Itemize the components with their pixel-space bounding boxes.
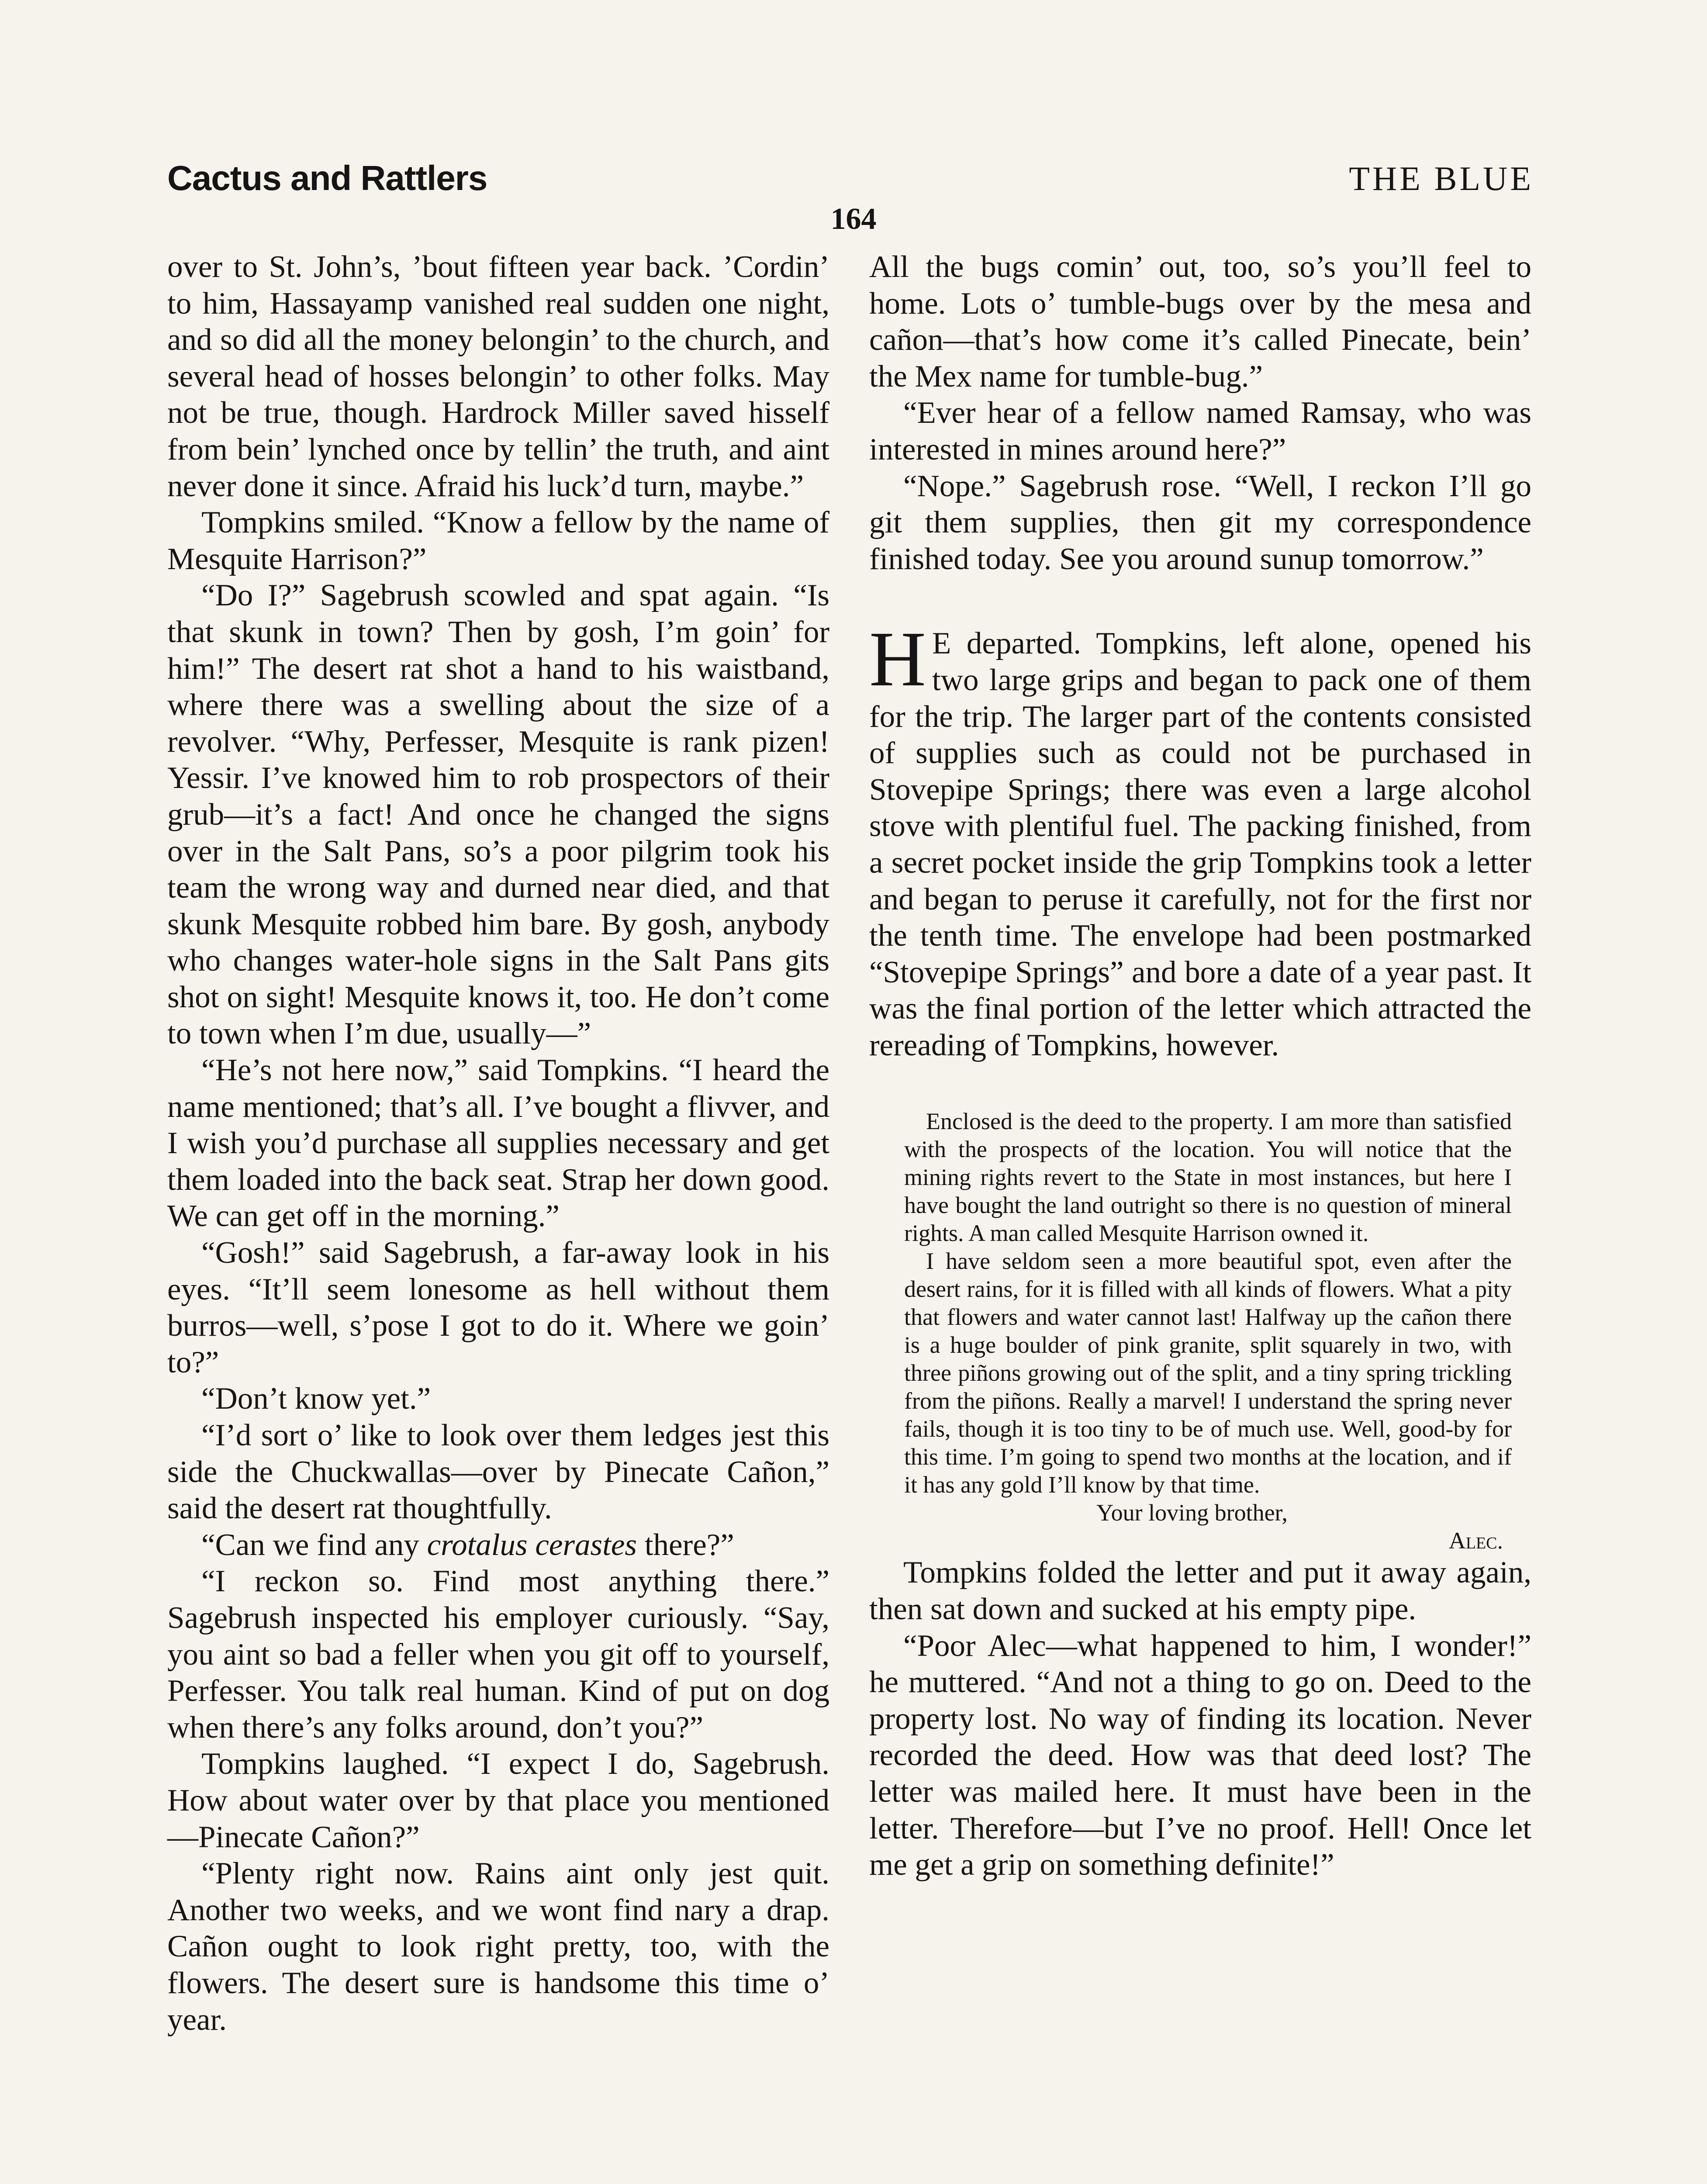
paragraph: “Nope.” Sagebrush rose. “Well, I reckon I’ll go git them supplies, then git my correspondence finished today. See you around sunup tomorrow.”: [869, 469, 1531, 576]
text-run: E departed. Tompkins, left alone, opened his two large grips and began to pack one of them for the trip. The larger part of the contents consisted of supplies such as could not be purchased in Stovepipe Springs; there was even a large alcohol stove with plentiful fuel. The packing finished, from a secret pocket inside the grip Tompkins took a letter and began to peruse it carefully, not for the first nor the tenth time. The envelope had been postmarked “Stovepipe Springs” and bore a date of a year past. It was the final portion of the letter which attracted the rereading of Tompkins, however.: [869, 626, 1531, 1062]
letter-closing: Your loving brother,: [1096, 1500, 1288, 1526]
paragraph: Tompkins laughed. “I expect I do, Sagebrush. How about water over by that place you mentioned—Pinecate Cañon?”: [167, 1747, 829, 1854]
paragraph: “I’d sort o’ like to look over them ledges jest this side the Chuckwallas—over by Pinecate Cañon,” said the desert rat thoughtfully.: [167, 1418, 829, 1526]
italic-text: crotalus cerastes: [427, 1527, 637, 1562]
paragraph: [167, 1527, 829, 1564]
letter-paragraph: I have seldom seen a more beautiful spot, even after the desert rains, for it is filled with all kinds of flowers. What a pity that flowers and water cannot last! Halfway up the cañon there is a huge boulder of pink granite, split squarely in two, with three piñons growing out of the split, and a tiny spring trickling from the piñons. Really a marvel! I understand the spring never fails, though it is too tiny to be of much use. Well, good-by for this time. I’m going to spend two months at the location, and if it has any gold I’ll know by that time.: [904, 1248, 1512, 1498]
text-run: “Can we find any: [201, 1527, 427, 1562]
letter-signature: Alec.: [1448, 1527, 1503, 1554]
paragraph: “Don’t know yet.”: [201, 1382, 431, 1416]
drop-cap: H: [869, 615, 926, 703]
text-run: there?”: [637, 1527, 734, 1562]
quoted-letter: [904, 1107, 1512, 1555]
paragraph: over to St. John’s, ’bout fifteen year back. ’Cordin’ to him, Hassayamp vanished real sudden one night, and so did all the money belongin’ to the church, and several head of hosses belongin’ to other folks. May not be true, though. Hardrock Miller saved hisself from bein’ lynched once by tellin’ the truth, and aint never done it since. Afraid his luck’d turn, maybe.”: [167, 250, 829, 503]
story-title: Cactus and Rattlers: [167, 159, 487, 197]
magazine-name: THE BLUE: [1349, 159, 1534, 197]
paragraph: “Gosh!” said Sagebrush, a far-away look in his eyes. “It’ll seem lonesome as hell without them burros—well, s’pose I got to do it. Where we goin’ to?”: [167, 1236, 829, 1379]
paragraph: All the bugs comin’ out, too, so’s you’ll feel to home. Lots o’ tumble-bugs over by the mesa and cañon—that’s how come it’s called Pinecate, bein’ the Mex name for tumble-bug.”: [869, 250, 1531, 394]
paragraph: “Do I?” Sagebrush scowled and spat again. “Is that skunk in town? Then by gosh, I’m goin’ for him!” The desert rat shot a hand to his waistband, where there was a swelling about the size of a revolver. “Why, Perfesser, Mesquite is rank pizen! Yessir. I’ve knowed him to rob prospectors of their grub—it’s a fact! And once he changed the signs over in the Salt Pans, so’s a poor pilgrim took his team the wrong way and durned near died, and that skunk Mesquite robbed him bare. By gosh, anybody who changes water-hole signs in the Salt Pans gits shot on sight! Mesquite knows it, too. He don’t come to town when I’m due, usually—”: [167, 578, 829, 1051]
paragraph: “I reckon so. Find most anything there.” Sagebrush inspected his employer curiously. “Say, you aint so bad a feller when you git off to yourself, Perfesser. You talk real human. Kind of put on dog when there’s any folks around, don’t you?”: [167, 1564, 829, 1745]
page-number: 164: [830, 202, 877, 236]
paragraph: Tompkins smiled. “Know a fellow by the name of Mesquite Harrison?”: [167, 505, 829, 576]
left-column: [167, 249, 829, 2038]
section-opening-paragraph: [869, 615, 1531, 1064]
paragraph: “Poor Alec—what happened to him, I wonder!” he muttered. “And not a thing to go on. Deed to the property lost. No way of finding its location. Never recorded the deed. How was that deed lost? The letter was mailed here. It must have been in the letter. Therefore—but I’ve no proof. Hell! Once let me get a grip on something definite!”: [869, 1628, 1531, 1882]
letter-paragraph: Enclosed is the deed to the property. I am more than satisfied with the prospects of the location. You will notice that the mining rights revert to the State in most instances, but here I have bought the land outright so there is no question of mineral rights. A man called Mesquite Harrison owned it.: [904, 1108, 1512, 1247]
paragraph: Tompkins folded the letter and put it away again, then sat down and sucked at his empty pipe.: [869, 1555, 1531, 1627]
right-column: [869, 249, 1531, 1883]
paragraph: “Ever hear of a fellow named Ramsay, who was interested in mines around here?”: [869, 396, 1531, 467]
paragraph: “Plenty right now. Rains aint only jest quit. Another two weeks, and we wont find nary a drap. Cañon ought to look right pretty, too, with the flowers. The desert sure is handsome this time o’ year.: [167, 1856, 829, 2037]
paragraph: “He’s not here now,” said Tompkins. “I heard the name mentioned; that’s all. I’ve bought a flivver, and I wish you’d purchase all supplies necessary and get them loaded into the back seat. Strap her down good. We can get off in the morning.”: [167, 1053, 829, 1234]
